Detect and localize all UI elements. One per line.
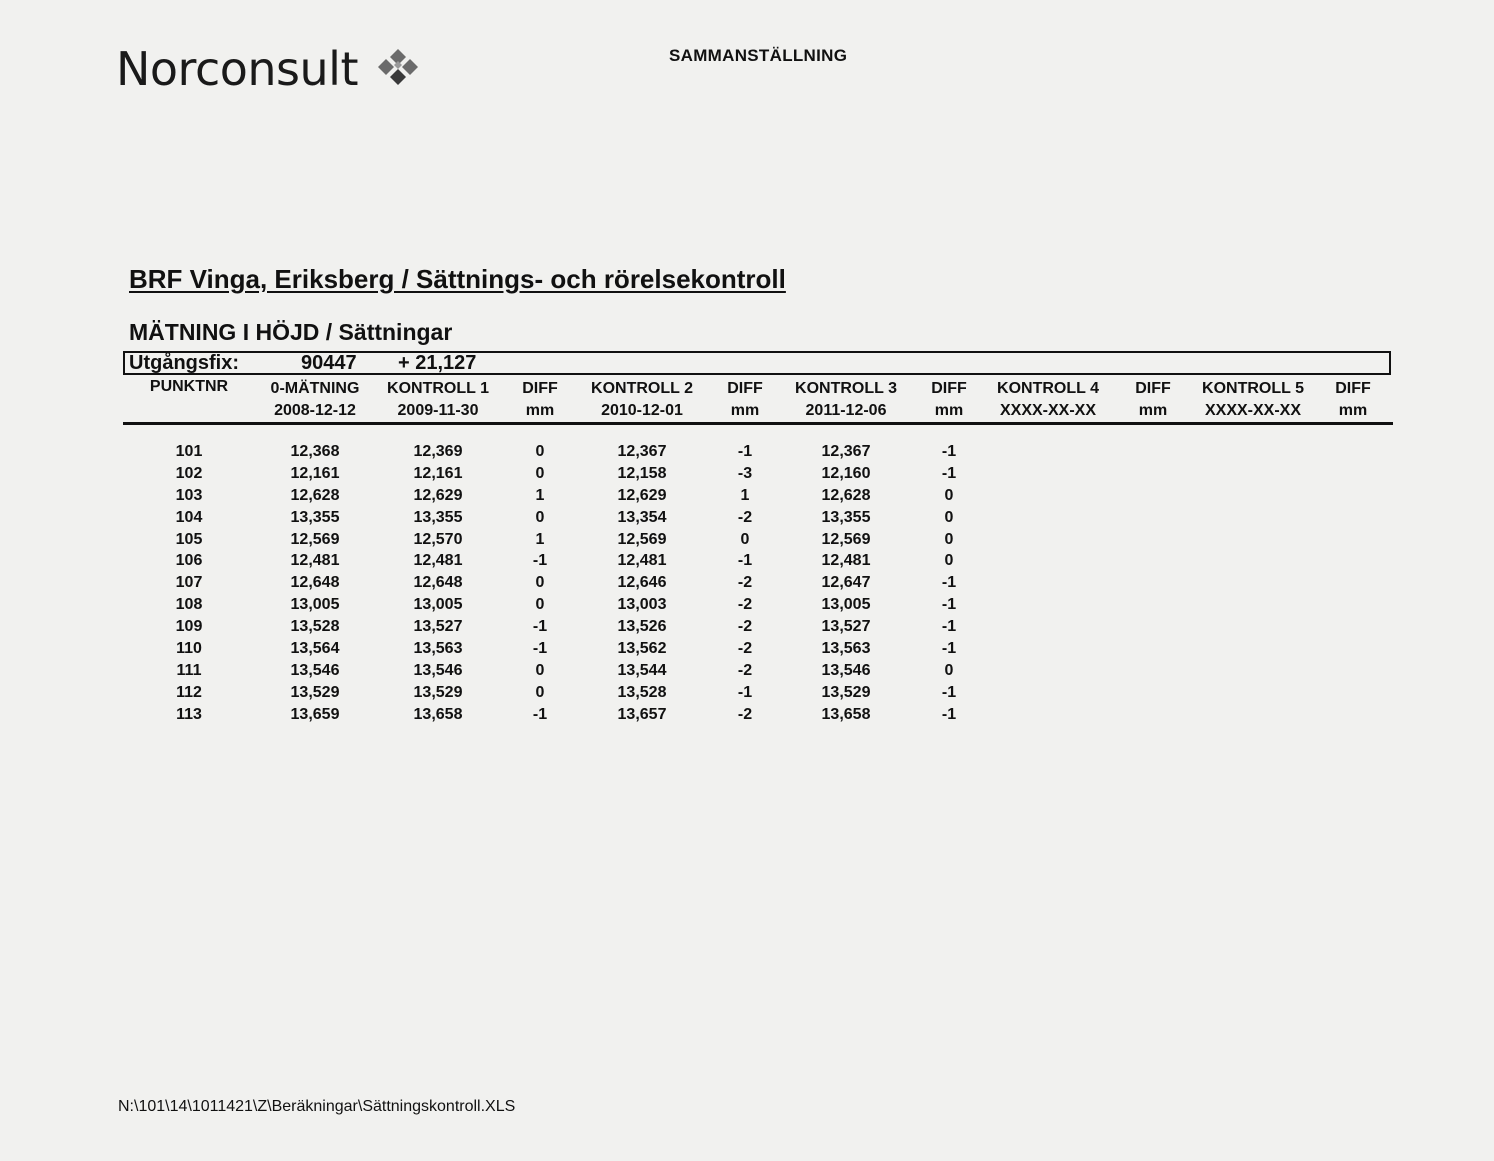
column-header-label: 0-MÄTNING: [270, 380, 360, 397]
table-cell: -2: [737, 661, 753, 679]
file-path-footer: N:\101\14\1011421\Z\Beräkningar\Sättningskontroll.XLS: [118, 1098, 516, 1115]
table-cell: 13,529: [821, 683, 871, 701]
table-cell: -2: [737, 618, 753, 636]
table-row: [0, 465, 1494, 487]
table-cell: 13,005: [413, 596, 463, 614]
column-header-sublabel: 2009-11-30: [397, 402, 479, 419]
table-cell: 13,658: [413, 705, 463, 723]
table-cell: 0: [535, 443, 545, 460]
table-cell: 0: [944, 530, 954, 548]
table-cell: 109: [175, 618, 203, 636]
table-cell: 0: [944, 508, 954, 526]
table-cell: 102: [175, 464, 203, 482]
table-cell: 103: [175, 486, 203, 504]
column-header-sublabel: XXXX-XX-XX: [1204, 402, 1302, 419]
table-row: [0, 509, 1494, 531]
table-cell: 13,546: [821, 661, 871, 679]
table-cell: 13,529: [290, 683, 340, 701]
table-cell: 12,481: [821, 552, 871, 570]
table-cell: 13,355: [413, 508, 463, 526]
table-cell: 0: [944, 552, 954, 570]
column-header-label: DIFF: [931, 380, 967, 397]
table-cell: 0: [944, 661, 954, 679]
table-row: [0, 531, 1494, 553]
table-cell: 105: [175, 530, 203, 548]
column-header-sublabel: mm: [525, 402, 555, 419]
table-cell: 12,160: [821, 464, 871, 482]
table-cell: -1: [941, 683, 957, 701]
table-cell: -2: [737, 640, 753, 658]
table-cell: -2: [737, 705, 753, 723]
table-cell: 12,628: [290, 486, 340, 504]
table-cell: 12,368: [290, 443, 340, 460]
table-cell: 13,528: [290, 618, 340, 636]
table-cell: 13,563: [821, 640, 871, 658]
column-header: [1283, 378, 1423, 422]
table-cell: 12,161: [413, 464, 463, 482]
table-cell: 12,570: [413, 530, 463, 548]
column-header-label: KONTROLL 5: [1202, 380, 1304, 397]
table-cell: 12,569: [617, 530, 667, 548]
table-cell: 1: [740, 486, 750, 504]
table-cell: 0: [740, 530, 750, 548]
table-cell: 12,646: [617, 574, 667, 592]
table-cell: 12,369: [413, 443, 463, 460]
table-cell: 12,367: [617, 443, 667, 460]
table-row: [0, 596, 1494, 618]
fix-label: Utgångsfix:: [129, 352, 239, 374]
table-cell: 13,657: [617, 705, 667, 723]
document-type-heading: SAMMANSTÄLLNING: [669, 46, 848, 65]
table-cell: 12,161: [290, 464, 340, 482]
table-cell: -1: [941, 640, 957, 658]
column-header-sublabel: mm: [730, 402, 760, 419]
table-cell: 12,647: [821, 574, 871, 592]
column-header-sublabel: mm: [1138, 402, 1168, 419]
column-header-label: PUNKTNR: [149, 378, 229, 395]
table-cell: 1: [535, 486, 545, 504]
table-row: [0, 640, 1494, 662]
column-header-label: KONTROLL 4: [997, 380, 1099, 397]
table-cell: 13,005: [821, 596, 871, 614]
table-cell: 110: [176, 640, 202, 658]
table-cell: -1: [532, 705, 548, 723]
table-cell: -2: [737, 596, 753, 614]
table-row: [0, 574, 1494, 596]
table-cell: -1: [941, 596, 957, 614]
header-divider: [123, 422, 1393, 425]
table-cell: 12,481: [617, 552, 667, 570]
table-cell: 13,562: [617, 640, 667, 658]
table-cell: 113: [176, 705, 202, 723]
table-row: [0, 706, 1494, 728]
column-header-sublabel: 2008-12-12: [274, 402, 356, 419]
table-cell: 13,354: [617, 508, 667, 526]
table-cell: -3: [737, 464, 753, 482]
table-cell: -1: [941, 618, 957, 636]
table-cell: 13,527: [413, 618, 463, 636]
column-header-sublabel: mm: [1338, 402, 1368, 419]
table-cell: 13,544: [617, 661, 667, 679]
table-cell: 13,529: [413, 683, 463, 701]
table-cell: 13,355: [290, 508, 340, 526]
column-header-label: DIFF: [522, 380, 558, 397]
table-cell: 0: [535, 596, 545, 614]
table-cell: -1: [941, 574, 957, 592]
table-cell: 13,546: [413, 661, 463, 679]
table-cell: -1: [532, 618, 548, 636]
table-cell: 106: [175, 552, 203, 570]
table-cell: 12,569: [821, 530, 871, 548]
table-cell: 107: [175, 574, 203, 592]
reference-fix-box: [123, 351, 1391, 375]
section-subtitle: MÄTNING I HÖJD / Sättningar: [129, 319, 453, 345]
table-cell: 12,648: [413, 574, 463, 592]
table-row: [0, 618, 1494, 640]
table-cell: -1: [737, 443, 753, 460]
table-cell: 12,367: [821, 443, 871, 460]
diamond-logo-icon: [372, 47, 424, 91]
table-cell: 13,527: [821, 618, 871, 636]
table-row: [0, 487, 1494, 509]
table-cell: 13,003: [617, 596, 667, 614]
table-cell: 0: [535, 508, 545, 526]
table-cell: 12,628: [821, 486, 871, 504]
column-header-sublabel: 2011-12-06: [805, 402, 887, 419]
table-cell: 101: [175, 443, 203, 460]
page-title: BRF Vinga, Eriksberg / Sättnings- och rörelsekontroll: [129, 264, 786, 294]
table-cell: 13,659: [290, 705, 340, 723]
table-cell: 13,658: [821, 705, 871, 723]
logo-text: Norconsult: [116, 42, 358, 96]
column-header-label: DIFF: [727, 380, 763, 397]
column-header-label: KONTROLL 3: [795, 380, 897, 397]
column-header-sublabel: 2010-12-01: [601, 402, 683, 419]
table-row: [0, 443, 1494, 465]
table-cell: -1: [737, 683, 753, 701]
table-cell: 13,005: [290, 596, 340, 614]
table-cell: 12,629: [413, 486, 463, 504]
table-cell: 12,481: [290, 552, 340, 570]
column-header-label: KONTROLL 2: [591, 380, 693, 397]
column-header: [119, 376, 259, 398]
table-cell: -1: [941, 464, 957, 482]
table-cell: 104: [175, 508, 203, 526]
table-cell: 0: [535, 574, 545, 592]
table-cell: 13,355: [821, 508, 871, 526]
table-row: [0, 552, 1494, 574]
table-cell: 12,481: [413, 552, 463, 570]
table-cell: 112: [176, 683, 202, 701]
table-cell: 0: [535, 661, 545, 679]
table-cell: 13,564: [290, 640, 340, 658]
measurement-table-body: [0, 443, 1494, 728]
table-cell: 12,158: [617, 464, 667, 482]
table-cell: -2: [737, 508, 753, 526]
table-cell: -1: [941, 705, 957, 723]
table-cell: -1: [532, 552, 548, 570]
column-header-sublabel: XXXX-XX-XX: [999, 402, 1097, 419]
table-cell: 111: [176, 661, 202, 679]
table-cell: 0: [944, 486, 954, 504]
column-header-sublabel: mm: [934, 402, 964, 419]
table-cell: -1: [941, 443, 957, 460]
table-row: [0, 662, 1494, 684]
table-cell: 13,526: [617, 618, 667, 636]
table-cell: 0: [535, 683, 545, 701]
table-row: [0, 684, 1494, 706]
table-cell: 12,569: [290, 530, 340, 548]
fix-height: + 21,127: [398, 352, 477, 374]
table-cell: 13,528: [617, 683, 667, 701]
table-cell: 0: [535, 464, 545, 482]
table-cell: 13,563: [413, 640, 463, 658]
table-cell: -1: [737, 552, 753, 570]
column-header-label: KONTROLL 1: [387, 380, 489, 397]
company-logo: [116, 42, 424, 96]
table-cell: 13,546: [290, 661, 340, 679]
fix-number: 90447: [301, 352, 357, 374]
table-cell: 12,629: [617, 486, 667, 504]
table-cell: 12,648: [290, 574, 340, 592]
table-cell: -2: [737, 574, 753, 592]
column-header-label: DIFF: [1335, 380, 1371, 397]
table-cell: 1: [535, 530, 545, 548]
table-cell: 108: [175, 596, 203, 614]
column-header: [245, 378, 385, 422]
column-header-label: DIFF: [1135, 380, 1171, 397]
table-cell: -1: [532, 640, 548, 658]
